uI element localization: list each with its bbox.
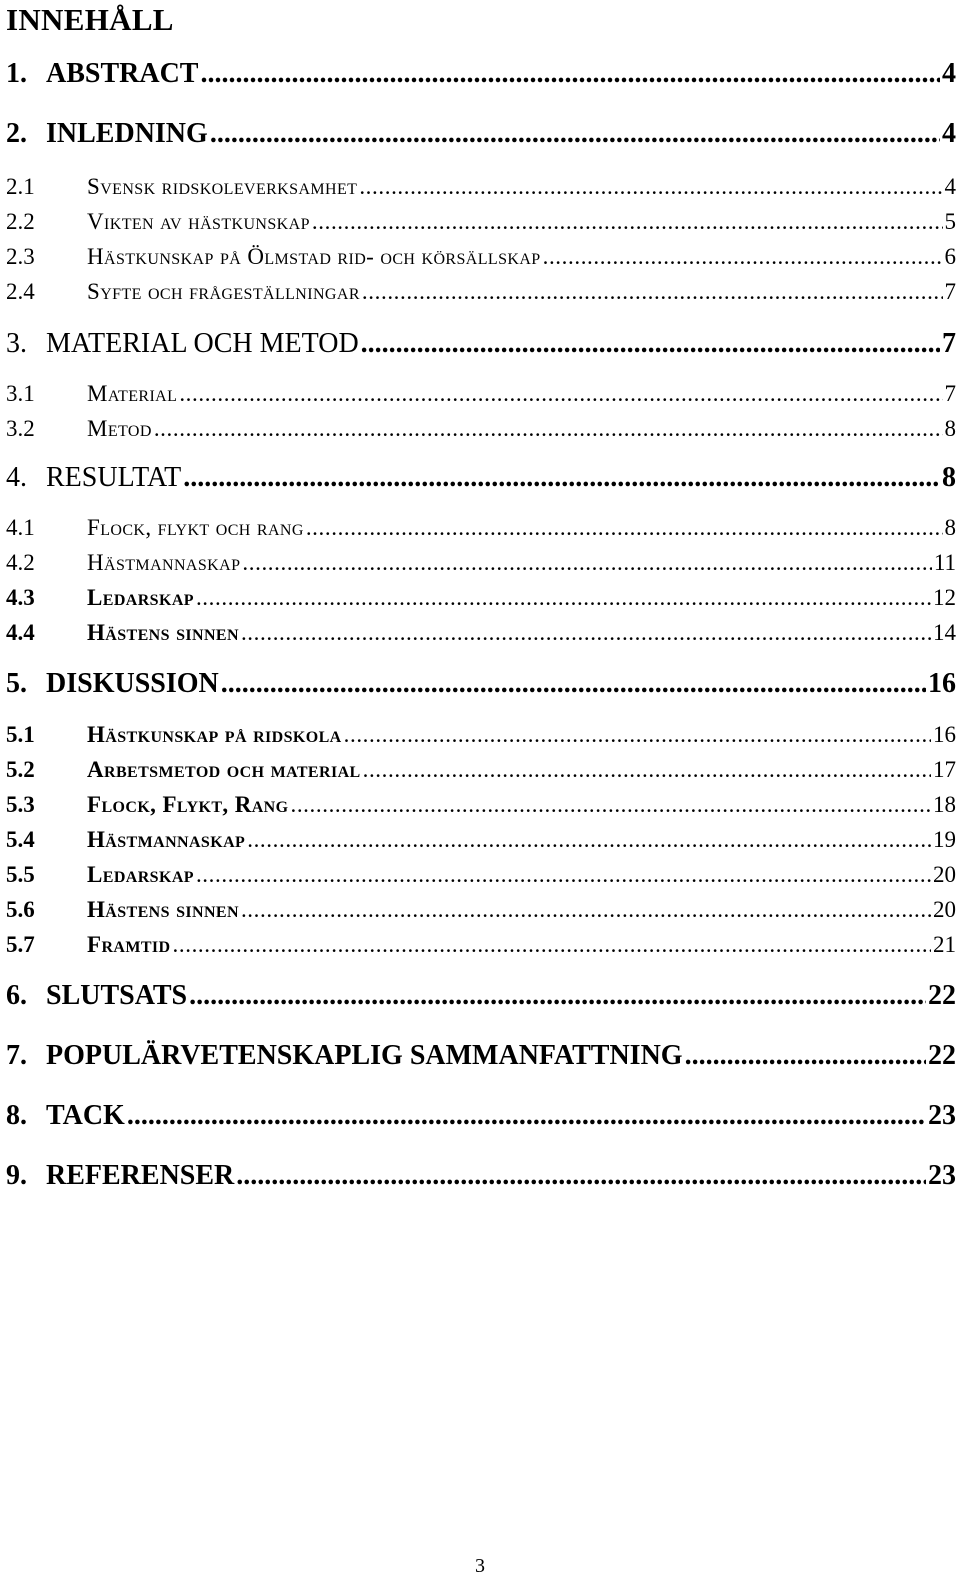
dot-leader: [290, 792, 931, 818]
dot-leader: [685, 1040, 926, 1072]
toc-entry-label: MATERIAL OCH METOD: [46, 328, 359, 359]
toc-entry-number: 3.1: [6, 381, 35, 406]
toc-entry-referenser[interactable]: [6, 1160, 956, 1192]
dot-leader: [361, 328, 940, 360]
toc-entry-label: Ledarskap: [87, 862, 194, 887]
toc-entry-number: 4.4: [6, 620, 35, 645]
toc-entry-label: Metod: [87, 416, 152, 441]
toc-entry-page: 7: [944, 279, 956, 304]
toc-entry-label: REFERENSER: [46, 1160, 235, 1191]
toc-entry-number: 2.4: [6, 279, 35, 304]
toc-entry-page: 20: [933, 897, 956, 922]
toc-entry-label: Material: [87, 381, 178, 406]
toc-entry-label: Ledarskap: [87, 585, 194, 610]
toc-entry-number: 5.3: [6, 792, 35, 817]
toc-entry-2-1[interactable]: [6, 174, 956, 200]
toc-entry-5-4[interactable]: [6, 827, 956, 853]
toc-entry-page: 22: [928, 1040, 956, 1071]
toc-entry-page: 12: [933, 585, 956, 610]
toc-entry-page: 4: [942, 118, 956, 149]
toc-entry-label: Hästmannaskap: [87, 550, 241, 575]
toc-entry-page: 20: [933, 862, 956, 887]
toc-entry-number: 5.6: [6, 897, 35, 922]
toc-entry-label: Hästens sinnen: [87, 620, 239, 645]
toc-entry-number: 4.2: [6, 550, 35, 575]
dot-leader: [196, 585, 931, 611]
toc-entry-page: 11: [933, 550, 956, 575]
dot-leader: [543, 244, 943, 270]
toc-entry-3-1[interactable]: [6, 381, 956, 407]
toc-entry-number: 8.: [6, 1100, 27, 1131]
toc-entry-resultat[interactable]: [6, 462, 956, 494]
toc-entry-label: POPULÄRVETENSKAPLIG SAMMANFATTNING: [46, 1040, 683, 1071]
toc-entry-label: Svensk ridskoleverksamhet: [87, 174, 358, 199]
dot-leader: [173, 932, 931, 958]
toc-entry-page: 21: [933, 932, 956, 957]
toc-entry-label: Hästkunskap på Ölmstad rid- och körsällskap: [87, 244, 541, 269]
dot-leader: [189, 980, 926, 1012]
toc-entry-label: TACK: [46, 1100, 125, 1131]
toc-entry-page: 14: [933, 620, 956, 645]
toc-entry-number: 3.2: [6, 416, 35, 441]
dot-leader: [247, 827, 931, 853]
toc-entry-label: DISKUSSION: [46, 668, 219, 699]
toc-entry-label: Flock, flykt och rang: [87, 515, 304, 540]
toc-entry-number: 2.1: [6, 174, 35, 199]
dot-leader: [154, 416, 943, 442]
dot-leader: [306, 515, 943, 541]
toc-entry-5-1[interactable]: [6, 722, 956, 748]
toc-entry-page: 22: [928, 980, 956, 1011]
toc-entry-4-3[interactable]: [6, 585, 956, 611]
toc-entry-number: 5.4: [6, 827, 35, 852]
dot-leader: [196, 862, 931, 888]
toc-entry-tack[interactable]: [6, 1100, 956, 1132]
toc-entry-page: 23: [928, 1100, 956, 1131]
toc-entry-slutsats[interactable]: [6, 980, 956, 1012]
dot-leader: [363, 757, 931, 783]
dot-leader: [312, 209, 943, 235]
toc-entry-number: 2.: [6, 118, 27, 149]
dot-leader: [179, 381, 942, 407]
toc-entry-number: 5.5: [6, 862, 35, 887]
toc-entry-number: 2.3: [6, 244, 35, 269]
toc-entry-page: 17: [933, 757, 956, 782]
toc-entry-5-7[interactable]: [6, 932, 956, 958]
toc-entry-inledning[interactable]: [6, 118, 956, 150]
toc-entry-page: 4: [942, 58, 956, 89]
toc-entry-number: 5.1: [6, 722, 35, 747]
toc-entry-4-2[interactable]: [6, 550, 956, 576]
toc-entry-number: 5.7: [6, 932, 35, 957]
toc-entry-number: 4.: [6, 462, 27, 493]
toc-entry-abstract[interactable]: [6, 58, 956, 90]
page-title: INNEHÅLL: [6, 2, 174, 37]
dot-leader: [344, 722, 931, 748]
dot-leader: [221, 668, 926, 700]
toc-entry-label: ABSTRACT: [46, 58, 199, 89]
toc-entry-label: Arbetsmetod och material: [87, 757, 361, 782]
toc-entry-label: Vikten av hästkunskap: [87, 209, 310, 234]
toc-entry-diskussion[interactable]: [6, 668, 956, 700]
toc-entry-4-4[interactable]: [6, 620, 956, 646]
toc-entry-4-1[interactable]: [6, 515, 956, 541]
toc-entry-label: SLUTSATS: [46, 980, 188, 1011]
toc-entry-page: 23: [928, 1160, 956, 1191]
toc-entry-label: Hästkunskap på ridskola: [87, 722, 342, 747]
toc-entry-number: 5.2: [6, 757, 35, 782]
dot-leader: [236, 1160, 926, 1192]
dot-leader: [210, 118, 940, 150]
toc-entry-number: 1.: [6, 58, 27, 89]
toc-entry-page: 5: [944, 209, 956, 234]
toc-entry-label: Framtid: [87, 932, 171, 957]
dot-leader: [183, 462, 940, 494]
toc-entry-5-5[interactable]: [6, 862, 956, 888]
toc-entry-page: 8: [944, 515, 956, 540]
toc-entry-3-2[interactable]: [6, 416, 956, 442]
toc-entry-page: 16: [928, 668, 956, 699]
toc-entry-page: 4: [944, 174, 956, 199]
toc-entry-page: 8: [944, 416, 956, 441]
toc-entry-2-2[interactable]: [6, 209, 956, 235]
toc-entry-label: RESULTAT: [46, 462, 182, 493]
toc-entry-label: INLEDNING: [46, 118, 208, 149]
toc-entry-label: Syfte och frågeställningar: [87, 279, 360, 304]
dot-leader: [127, 1100, 926, 1132]
toc-entry-popularvetenskaplig-sammanfattning[interactable]: [6, 1040, 956, 1072]
toc-entry-page: 7: [942, 328, 956, 359]
toc-entry-5-2[interactable]: [6, 757, 956, 783]
toc-entry-2-4[interactable]: [6, 279, 956, 305]
page-number: 3: [475, 1555, 485, 1577]
toc-entry-number: 6.: [6, 980, 27, 1011]
toc-entry-5-3[interactable]: [6, 792, 956, 818]
toc-entry-label: Hästens sinnen: [87, 897, 239, 922]
toc-entry-page: 7: [944, 381, 956, 406]
dot-leader: [359, 174, 942, 200]
toc-entry-number: 9.: [6, 1160, 27, 1191]
toc-entry-page: 19: [933, 827, 956, 852]
toc-entry-number: 5.: [6, 668, 27, 699]
toc-entry-5-6[interactable]: [6, 897, 956, 923]
toc-entry-material-och-metod[interactable]: [6, 328, 956, 360]
dot-leader: [200, 58, 940, 90]
toc-entry-number: 7.: [6, 1040, 27, 1071]
toc-entry-number: 2.2: [6, 209, 35, 234]
toc-entry-label: Hästmannaskap: [87, 827, 246, 852]
dot-leader: [241, 620, 931, 646]
dot-leader: [242, 550, 931, 576]
dot-leader: [241, 897, 931, 923]
toc-entry-page: 18: [933, 792, 956, 817]
toc-entry-number: 4.1: [6, 515, 35, 540]
toc-entry-page: 6: [944, 244, 956, 269]
toc-entry-2-3[interactable]: [6, 244, 956, 270]
dot-leader: [362, 279, 943, 305]
toc-entry-label: Flock, Flykt, Rang: [87, 792, 289, 817]
toc-entry-page: 8: [942, 462, 956, 493]
toc-entry-number: 4.3: [6, 585, 35, 610]
toc-entry-page: 16: [933, 722, 956, 747]
toc-entry-number: 3.: [6, 328, 27, 359]
